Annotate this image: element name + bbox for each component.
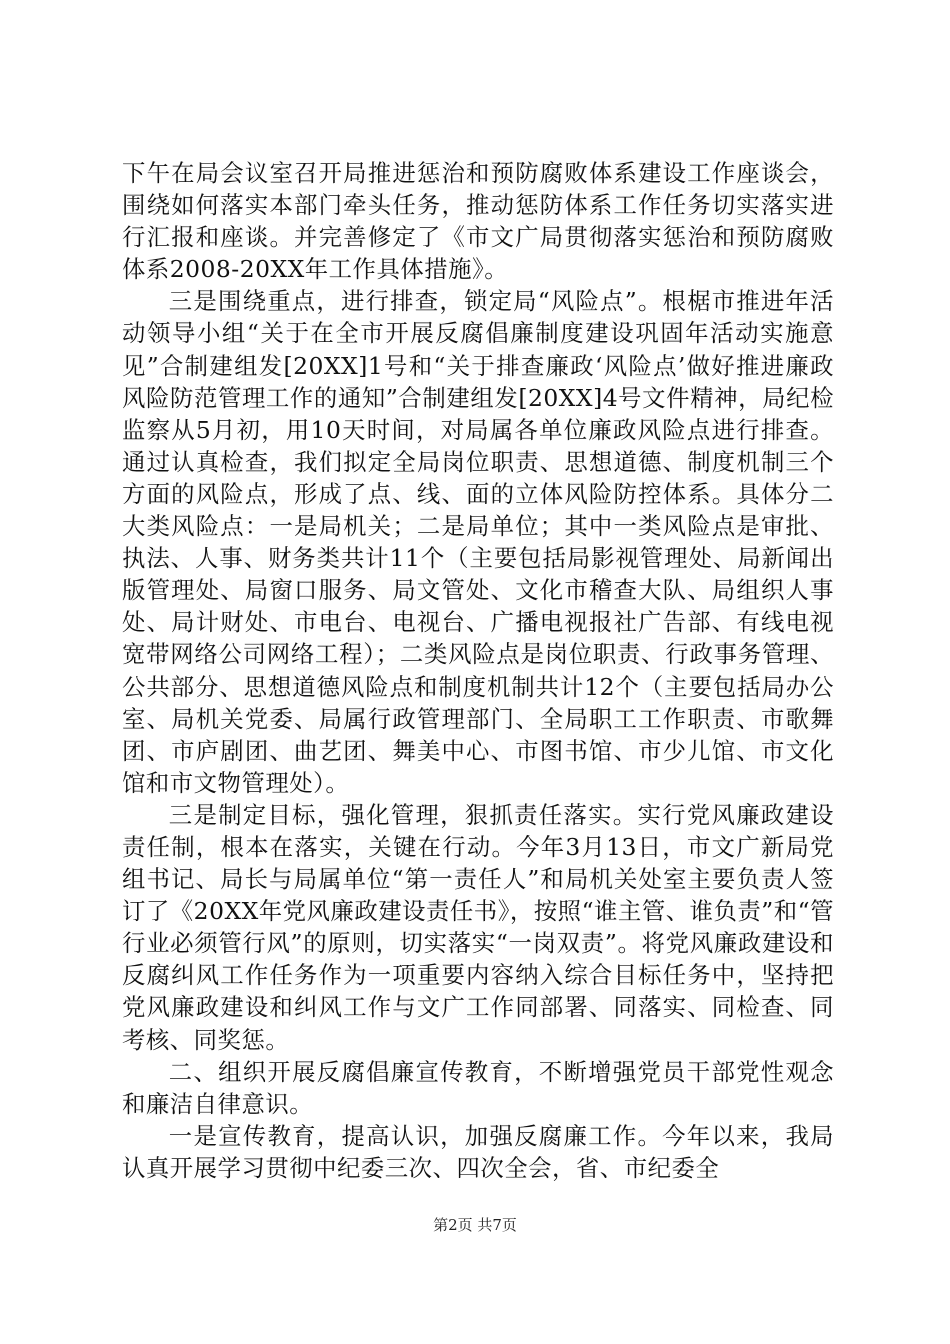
paragraph: 下午在局会议室召开局推进惩治和预防腐败体系建设工作座谈会，围绕如何落实本部门牵头任务，推动惩防体系工作任务切实落实进行汇报和座谈。并完善修定了《市文广局贯彻落实惩治和预防腐败体系2008-20XX年工作具体措施》。 xyxy=(122,159,834,284)
paragraph: 三是制定目标，强化管理，狠抓责任落实。实行党风廉政建设责任制，根本在落实，关键在行动。今年3月13日，市文广新局党组书记、局长与局属单位“第一责任人”和局机关处室主要负责人签订了《20XX年党风廉政建设责任书》，按照“谁主管、谁负责”和“管行业必须管行风”的原则，切实落实“一岗双责”。将党风廉政建设和反腐纠风工作任务作为一项重要内容纳入综合目标任务中，坚持把党风廉政建设和纠风工作与文广工作同部署、同落实、同检查、同考核、同奖惩。 xyxy=(122,800,834,1054)
paragraph: 一是宣传教育，提高认识，加强反腐廉工作。今年以来，我局认真开展学习贯彻中纪委三次、四次全会，省、市纪委全 xyxy=(122,1121,834,1182)
paragraph: 三是围绕重点，进行排查，锁定局“风险点”。根椐市推进年活动领导小组“关于在全市开展反腐倡廉制度建设巩固年活动实施意见”合制建组发[20XX]1号和“关于排查廉政‘风险点’做好推进廉政风险防范管理工作的通知”合制建组发[20XX]4号文件精神，局纪检监察从5月初，用10天时间，对局属各单位廉政风险点进行排查。通过认真检查，我们拟定全局岗位职责、思想道德、制度机制三个方面的风险点，形成了点、线、面的立体风险防控体系。具体分二大类风险点：一是局机关；二是局单位；其中一类风险点是审批、执法、人事、财务类共计11个（主要包括局影视管理处、局新闻出版管理处、局窗口服务、局文管处、文化市稽查大队、局组织人事处、局计财处、市电台、电视台、广播电视报社广告部、有线电视宽带网络公司网络工程）；二类风险点是岗位职责、行政事务管理、公共部分、思想道德风险点和制度机制共计12个（主要包括局办公室、局机关党委、局属行政管理部门、全局职工工作职责、市歌舞团、市庐剧团、曲艺团、舞美中心、市图书馆、市少儿馆、市文化馆和市文物管理处）。 xyxy=(122,287,834,797)
page-footer xyxy=(0,1215,950,1235)
document-body xyxy=(122,157,834,1184)
section-heading-paragraph: 二、组织开展反腐倡廉宣传教育，不断增强党员干部党性观念和廉洁自律意识。 xyxy=(122,1057,834,1118)
page-number-label: 第2页 共7页 xyxy=(433,1216,517,1234)
